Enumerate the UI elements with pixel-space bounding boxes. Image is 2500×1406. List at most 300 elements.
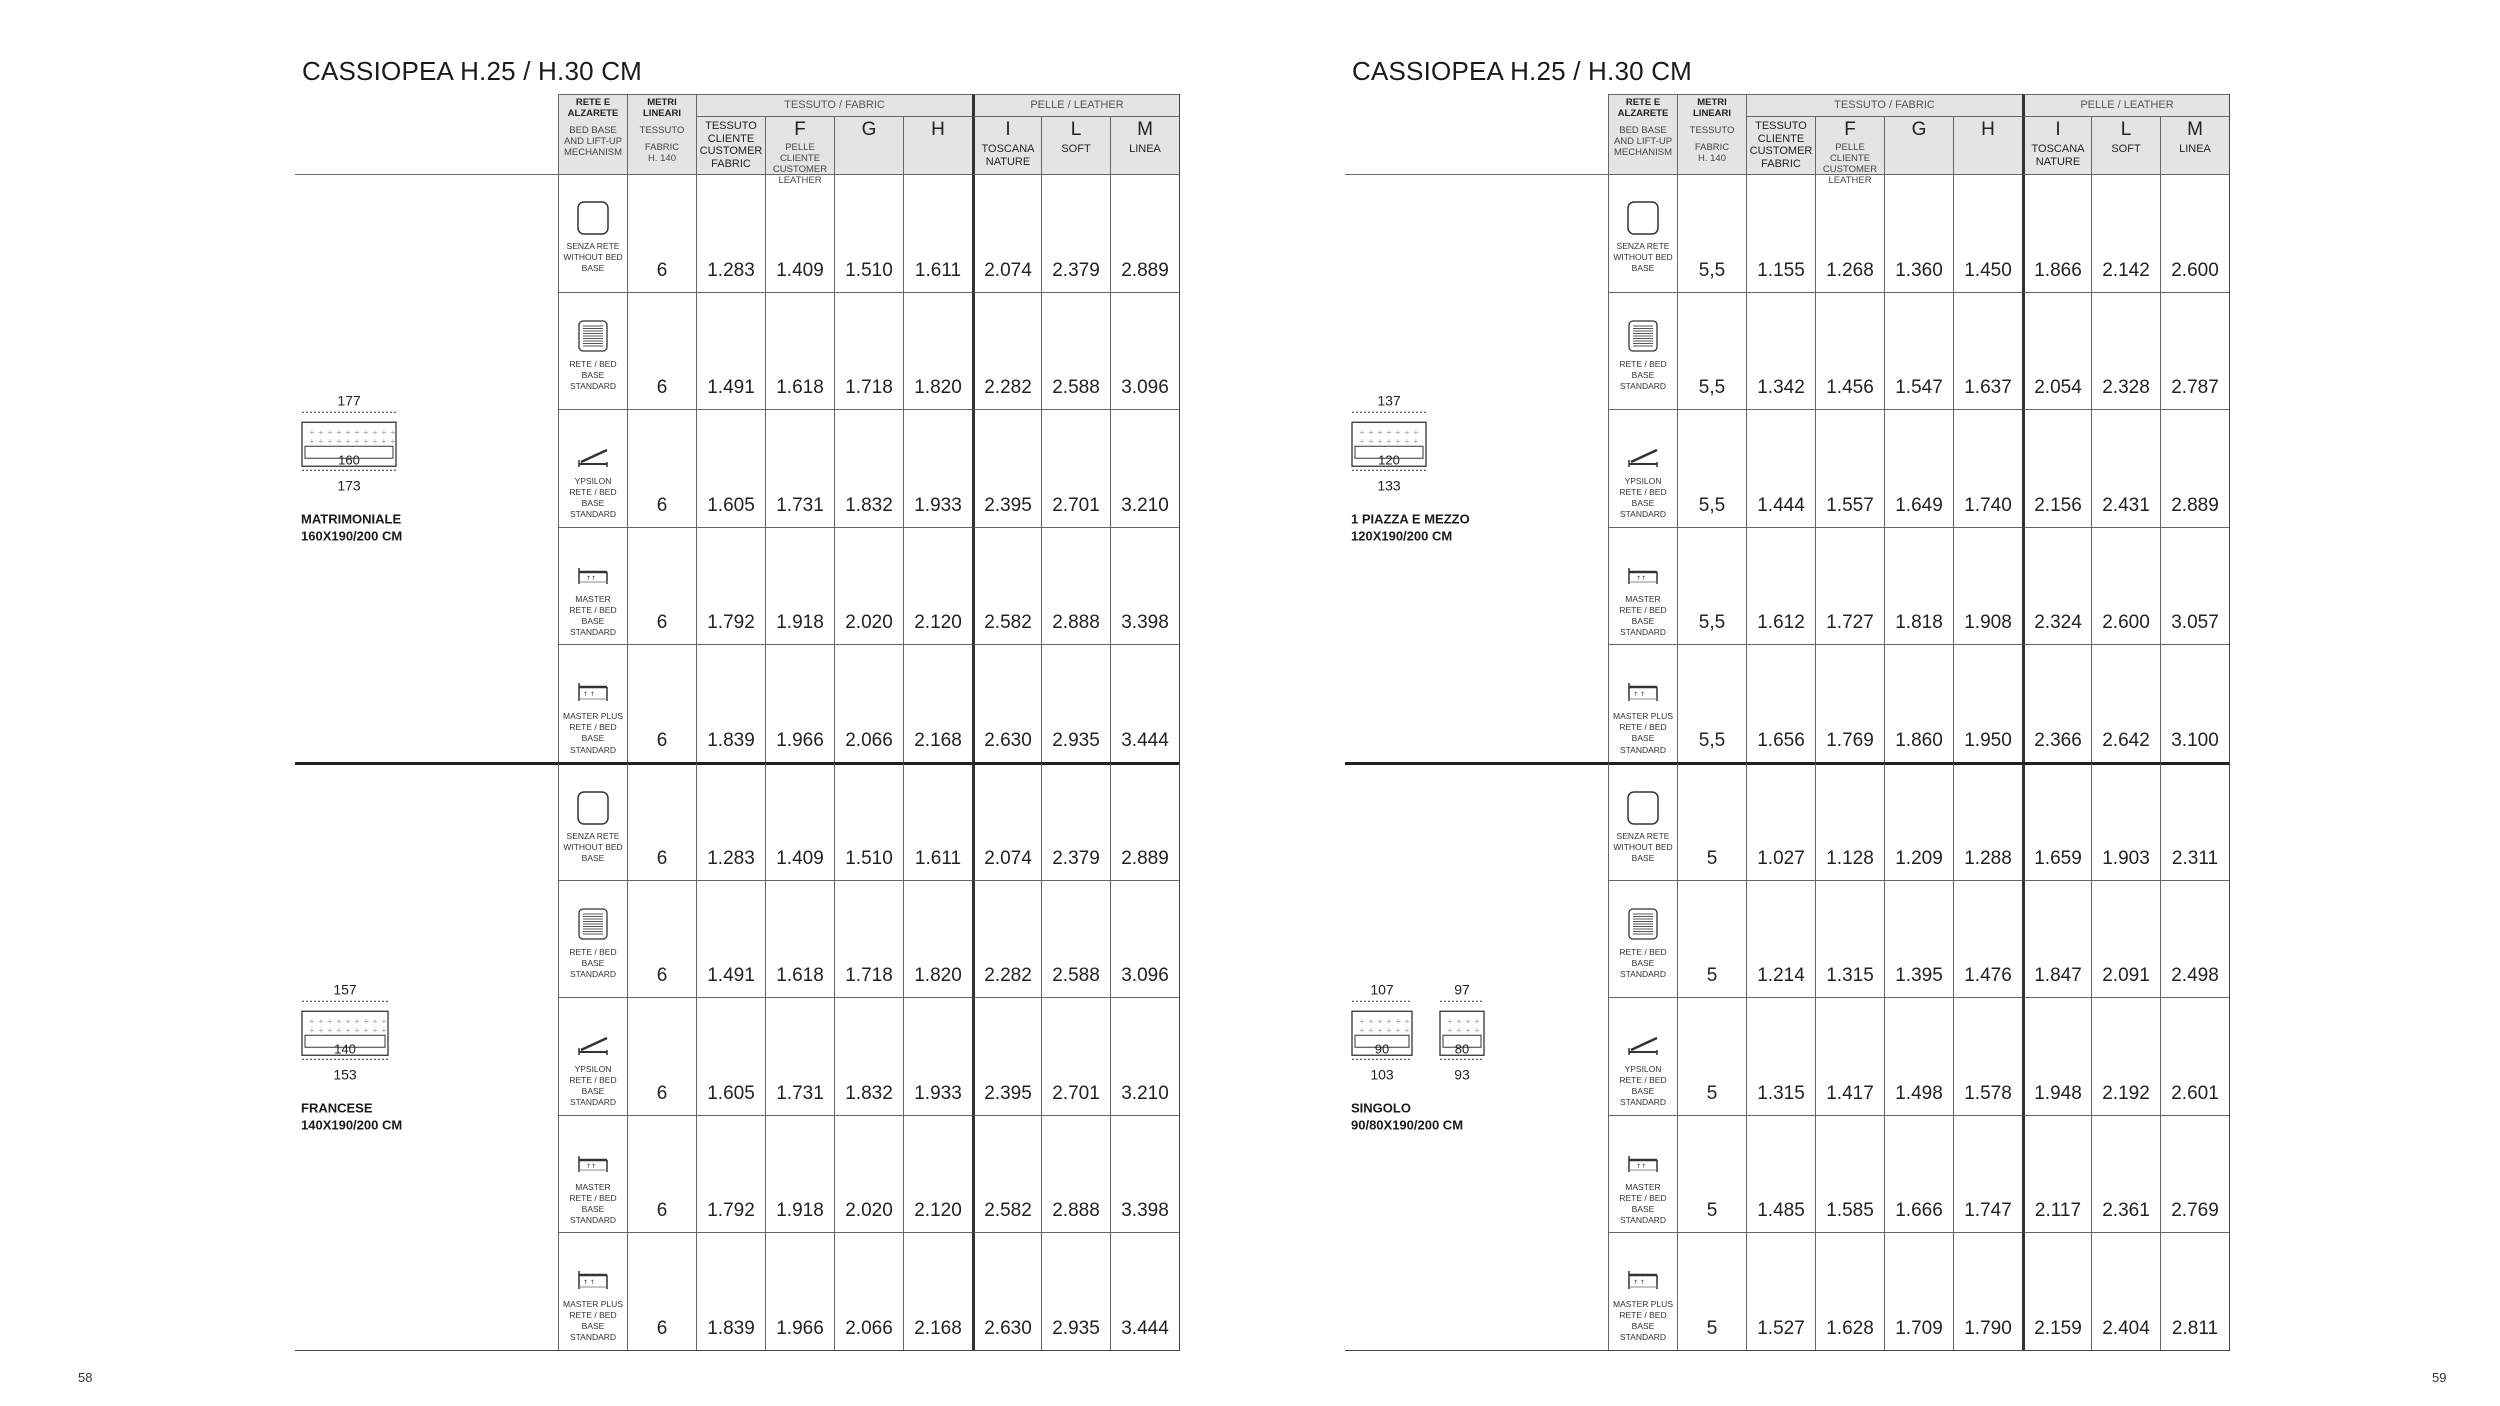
bed-size: 140X190/200 CM xyxy=(301,1116,403,1132)
svg-text:+: + xyxy=(318,437,324,446)
price-value: 1.547 xyxy=(1884,292,1953,410)
svg-text:+: + xyxy=(327,437,333,446)
base-type-label: RETE / BED xyxy=(569,487,617,498)
price-value: 1.585 xyxy=(1815,1115,1884,1233)
header-M-letter: M xyxy=(1137,119,1153,140)
svg-text:+: + xyxy=(1368,1026,1374,1035)
bed-frame-empty-icon xyxy=(1626,195,1660,235)
svg-text:+: + xyxy=(354,1017,360,1026)
header-h140: H. 140 xyxy=(1698,152,1726,164)
price-value: 3.057 xyxy=(2160,527,2229,645)
base-type-cell xyxy=(1608,997,1677,1115)
price-value: 1.832 xyxy=(834,409,903,527)
price-value: 1.498 xyxy=(1884,997,1953,1115)
base-type-label: RETE / BED xyxy=(569,722,617,733)
price-value: 2.192 xyxy=(2091,997,2160,1115)
price-value: 1.818 xyxy=(1884,527,1953,645)
header-customer-leather-line: LEATHER xyxy=(1828,174,1872,186)
price-value: 1.557 xyxy=(1815,409,1884,527)
header-customer-leather-line: PELLE CLIENTE xyxy=(779,141,821,164)
price-value: 2.600 xyxy=(2160,174,2229,292)
bed-name: 1 PIAZZA E MEZZO xyxy=(1351,511,1470,527)
master-lift-icon xyxy=(1626,548,1660,588)
base-type-label: YPSILON xyxy=(574,1064,612,1075)
header-F xyxy=(1815,116,1884,186)
price-value: 3.444 xyxy=(1110,644,1179,762)
price-value: 1.659 xyxy=(2022,762,2091,880)
price-value: 2.582 xyxy=(972,527,1041,645)
price-value: 2.404 xyxy=(2091,1232,2160,1350)
price-value: 2.787 xyxy=(2160,292,2229,410)
base-type-label: RETE / BED xyxy=(1619,487,1667,498)
price-value: 1.315 xyxy=(1746,997,1815,1115)
svg-text:+: + xyxy=(1404,1017,1410,1026)
price-value: 1.839 xyxy=(696,1232,765,1350)
price-value: 1.409 xyxy=(765,762,834,880)
svg-text:+: + xyxy=(327,1017,333,1026)
base-type-cell xyxy=(1608,527,1677,645)
svg-text:+: + xyxy=(1368,437,1374,446)
base-type-cell xyxy=(1608,644,1677,762)
price-value: 2.142 xyxy=(2091,174,2160,292)
base-type-label: RETE / BED xyxy=(569,1310,617,1321)
svg-text:+: + xyxy=(1413,437,1419,446)
svg-text:+: + xyxy=(1395,1026,1401,1035)
header-H xyxy=(903,116,972,174)
price-value: 1.740 xyxy=(1953,409,2022,527)
linear-metres-value: 5 xyxy=(1677,1115,1746,1233)
header-customer-leather-line: PELLE CLIENTE xyxy=(1829,141,1871,164)
svg-text:+: + xyxy=(1456,1017,1462,1026)
linear-metres-value: 6 xyxy=(627,644,696,762)
linear-metres-value: 6 xyxy=(627,1232,696,1350)
header-G-letter: G xyxy=(861,119,877,140)
price-table xyxy=(1345,94,2230,1351)
price-value: 2.074 xyxy=(972,174,1041,292)
price-value: 1.747 xyxy=(1953,1115,2022,1233)
price-value: 2.701 xyxy=(1041,997,1110,1115)
base-type-label: BASE STANDARD xyxy=(1619,1203,1667,1225)
base-type-label: RETE / BED xyxy=(1619,946,1667,957)
base-type-cell xyxy=(558,527,627,645)
linear-metres-value: 5 xyxy=(1677,1232,1746,1350)
header-base-it: RETE E ALZARETE xyxy=(1617,97,1669,119)
base-type-label: WITHOUT BED xyxy=(563,252,623,263)
price-value: 2.889 xyxy=(1110,174,1179,292)
header-G xyxy=(1884,116,1953,174)
header-customer-fabric-line: TESSUTO xyxy=(1755,120,1807,132)
svg-text:+: + xyxy=(318,428,324,437)
price-value: 1.450 xyxy=(1953,174,2022,292)
price-value: 2.701 xyxy=(1041,409,1110,527)
price-value: 2.159 xyxy=(2022,1232,2091,1350)
price-value: 2.324 xyxy=(2022,527,2091,645)
header-H-letter: H xyxy=(1981,119,1995,140)
price-value: 1.933 xyxy=(903,997,972,1115)
base-type-label: WITHOUT BED xyxy=(563,842,623,853)
linear-metres-value: 6 xyxy=(627,292,696,410)
price-value: 1.578 xyxy=(1953,997,2022,1115)
base-type-label: YPSILON xyxy=(1624,1064,1662,1075)
svg-text:+: + xyxy=(372,1026,378,1035)
base-type-label: BASE STANDARD xyxy=(1619,733,1667,755)
header-pelle-group: PELLE / LEATHER xyxy=(2022,94,2229,116)
price-value: 2.020 xyxy=(834,1115,903,1233)
svg-text:+: + xyxy=(381,428,387,437)
svg-text:+: + xyxy=(1359,1017,1365,1026)
bed-name: MATRIMONIALE xyxy=(301,511,402,527)
base-type-label: YPSILON xyxy=(1624,476,1662,487)
base-type-cell xyxy=(558,762,627,880)
base-type-label: BASE STANDARD xyxy=(1619,957,1667,979)
price-value: 2.630 xyxy=(972,644,1041,762)
price-value: 1.288 xyxy=(1953,762,2022,880)
page-title: CASSIOPEA H.25 / H.30 CM xyxy=(1352,56,1693,86)
price-value: 2.282 xyxy=(972,880,1041,998)
ypsilon-lift-icon xyxy=(1626,430,1660,470)
base-type-label: RETE / BED xyxy=(1619,604,1667,615)
svg-text:+: + xyxy=(354,1026,360,1035)
ypsilon-lift-icon xyxy=(576,430,610,470)
price-value: 3.210 xyxy=(1110,409,1179,527)
ypsilon-lift-icon xyxy=(576,1018,610,1058)
svg-text:↑ ↑: ↑ ↑ xyxy=(1633,1279,1645,1287)
header-L xyxy=(2091,116,2160,174)
header-tessuto: TESSUTO xyxy=(639,124,685,136)
svg-text:+: + xyxy=(354,428,360,437)
linear-metres-value: 5,5 xyxy=(1677,174,1746,292)
price-value: 1.128 xyxy=(1815,762,1884,880)
price-value: 1.709 xyxy=(1884,1232,1953,1350)
price-value: 1.444 xyxy=(1746,409,1815,527)
header-I-letter: I xyxy=(2055,119,2061,140)
svg-text:+: + xyxy=(1456,1026,1462,1035)
price-value: 2.379 xyxy=(1041,174,1110,292)
header-metri xyxy=(1677,94,1746,174)
price-value: 3.398 xyxy=(1110,1115,1179,1233)
svg-text:+: + xyxy=(1395,428,1401,437)
price-value: 1.820 xyxy=(903,880,972,998)
header-h140: H. 140 xyxy=(648,152,676,164)
svg-text:+: + xyxy=(1377,1026,1383,1035)
header-G-letter: G xyxy=(1911,119,1927,140)
base-type-cell xyxy=(1608,762,1677,880)
price-value: 1.790 xyxy=(1953,1232,2022,1350)
price-value: 1.155 xyxy=(1746,174,1815,292)
price-value: 2.366 xyxy=(2022,644,2091,762)
price-value: 2.066 xyxy=(834,644,903,762)
svg-text:+: + xyxy=(381,1026,387,1035)
price-value: 1.456 xyxy=(1815,292,1884,410)
header-customer-fabric-line: CLIENTE xyxy=(1757,132,1805,145)
base-type-label: BASE STANDARD xyxy=(569,498,617,520)
base-type-cell xyxy=(1608,880,1677,998)
price-value: 2.395 xyxy=(972,997,1041,1115)
base-type-label: MASTER xyxy=(575,1181,611,1192)
header-toscana: TOSCANA NATURE xyxy=(2031,142,2085,168)
price-value: 1.611 xyxy=(903,762,972,880)
svg-text:+: + xyxy=(1404,428,1410,437)
header-tessuto: TESSUTO xyxy=(1689,124,1735,136)
base-type-label: BASE STANDARD xyxy=(1619,615,1667,637)
bed-drawing xyxy=(301,982,389,1083)
base-type-label: RETE / BED xyxy=(1619,722,1667,733)
base-type-label: RETE / BED xyxy=(569,358,617,369)
linear-metres-value: 5,5 xyxy=(1677,292,1746,410)
bed-drawing xyxy=(1351,982,1413,1083)
svg-text:+: + xyxy=(1386,1017,1392,1026)
base-type-label: RETE / BED xyxy=(569,946,617,957)
base-type-label: SENZA RETE xyxy=(566,830,620,841)
price-value: 2.091 xyxy=(2091,880,2160,998)
header-G xyxy=(834,116,903,174)
price-value: 1.792 xyxy=(696,1115,765,1233)
svg-text:+: + xyxy=(345,1026,351,1035)
price-value: 1.792 xyxy=(696,527,765,645)
base-type-label: BASE xyxy=(581,853,605,864)
price-value: 2.120 xyxy=(903,527,972,645)
price-value: 2.811 xyxy=(2160,1232,2229,1350)
svg-text:+: + xyxy=(1386,1026,1392,1035)
base-type-cell xyxy=(558,1115,627,1233)
header-customer-fabric xyxy=(1746,116,1815,174)
header-soft: SOFT xyxy=(1061,142,1091,155)
bed-frame-empty-icon xyxy=(576,195,610,235)
price-value: 1.656 xyxy=(1746,644,1815,762)
price-value: 3.398 xyxy=(1110,527,1179,645)
svg-text:↑ ↑: ↑ ↑ xyxy=(583,1279,595,1287)
price-table xyxy=(295,94,1180,1351)
base-type-label: RETE / BED xyxy=(1619,1075,1667,1086)
base-type-label: RETE / BED xyxy=(1619,1192,1667,1203)
base-type-label: SENZA RETE xyxy=(1616,241,1670,251)
bed-label xyxy=(301,512,541,545)
header-base xyxy=(558,94,627,174)
svg-text:+: + xyxy=(327,428,333,437)
base-type-cell xyxy=(1608,1232,1677,1350)
bed-name: SINGOLO xyxy=(1351,1100,1411,1116)
base-type-cell xyxy=(1608,174,1677,292)
linear-metres-value: 5,5 xyxy=(1677,409,1746,527)
mattress-width: 140 xyxy=(334,1041,356,1057)
price-value: 1.209 xyxy=(1884,762,1953,880)
bed-name: FRANCESE xyxy=(301,1100,373,1116)
price-value: 1.666 xyxy=(1884,1115,1953,1233)
svg-text:+: + xyxy=(372,1017,378,1026)
base-type-label: BASE STANDARD xyxy=(569,733,617,755)
base-type-label: RETE / BED xyxy=(569,1075,617,1086)
linear-metres-value: 5 xyxy=(1677,762,1746,880)
svg-text:+: + xyxy=(381,437,387,446)
svg-text:+: + xyxy=(1395,437,1401,446)
base-type-label: BASE STANDARD xyxy=(1619,1086,1667,1108)
header-L xyxy=(1041,116,1110,174)
price-value: 1.908 xyxy=(1953,527,2022,645)
bed-drawing xyxy=(1439,982,1485,1083)
header-pelle-group: PELLE / LEATHER xyxy=(972,94,1179,116)
header-L-letter: L xyxy=(1070,119,1082,140)
bed-drawings xyxy=(1351,982,1591,1083)
price-value: 1.918 xyxy=(765,1115,834,1233)
svg-text:+: + xyxy=(1447,1026,1453,1035)
slatted-base-icon xyxy=(1626,313,1660,353)
price-value: 1.491 xyxy=(696,880,765,998)
base-type-label: BASE xyxy=(1631,263,1655,274)
price-value: 3.210 xyxy=(1110,997,1179,1115)
price-value: 1.933 xyxy=(903,409,972,527)
svg-text:+: + xyxy=(363,428,369,437)
linear-metres-value: 6 xyxy=(627,880,696,998)
price-value: 2.168 xyxy=(903,644,972,762)
base-type-label: MASTER PLUS xyxy=(1613,711,1673,722)
svg-text:↑↑: ↑↑ xyxy=(1636,574,1647,582)
header-F-letter: F xyxy=(794,119,806,140)
price-value: 2.889 xyxy=(2160,409,2229,527)
base-type-label: MASTER PLUS xyxy=(563,711,623,722)
price-value: 1.618 xyxy=(765,880,834,998)
price-value: 1.485 xyxy=(1746,1115,1815,1233)
bed-width-top: 107 xyxy=(1370,981,1394,998)
base-type-label: MASTER PLUS xyxy=(1613,1299,1673,1310)
header-toscana: TOSCANA NATURE xyxy=(981,142,1035,168)
header-I xyxy=(972,116,1041,174)
bed-frame-empty-icon xyxy=(576,785,610,825)
svg-text:+: + xyxy=(336,428,342,437)
price-value: 2.889 xyxy=(1110,762,1179,880)
bed-label xyxy=(1351,1101,1591,1134)
header-customer-fabric-line: CUSTOMER xyxy=(1749,145,1813,158)
svg-text:+: + xyxy=(309,428,315,437)
price-value: 2.395 xyxy=(972,409,1041,527)
svg-text:+: + xyxy=(1368,428,1374,437)
price-value: 2.066 xyxy=(834,1232,903,1350)
bed-width-bottom: 133 xyxy=(1377,477,1401,494)
price-value: 2.498 xyxy=(2160,880,2229,998)
bed-type-cell xyxy=(1345,174,1608,762)
base-type-label: BASE STANDARD xyxy=(569,957,617,979)
price-value: 1.605 xyxy=(696,997,765,1115)
svg-text:↑ ↑: ↑ ↑ xyxy=(583,691,595,699)
svg-text:+: + xyxy=(390,428,396,437)
svg-text:+: + xyxy=(1377,428,1383,437)
price-value: 2.431 xyxy=(2091,409,2160,527)
base-type-label: BASE STANDARD xyxy=(1619,1321,1667,1343)
header-customer-fabric xyxy=(696,116,765,174)
price-value: 2.361 xyxy=(2091,1115,2160,1233)
bed-diagram xyxy=(301,982,541,1134)
svg-text:+: + xyxy=(1377,1017,1383,1026)
svg-text:+: + xyxy=(1474,1017,1480,1026)
linear-metres-value: 6 xyxy=(627,1115,696,1233)
svg-text:+: + xyxy=(1404,437,1410,446)
price-value: 2.642 xyxy=(2091,644,2160,762)
header-base-en: BED BASE AND LIFT-UP MECHANISM xyxy=(563,124,623,158)
page-number: 58 xyxy=(78,1370,93,1385)
bed-drawing xyxy=(1351,393,1427,494)
price-value: 1.948 xyxy=(2022,997,2091,1115)
price-value: 1.527 xyxy=(1746,1232,1815,1350)
header-soft: SOFT xyxy=(2111,142,2141,155)
bed-drawings xyxy=(301,393,541,494)
header-base-it: RETE E ALZARETE xyxy=(567,97,619,119)
base-type-label: RETE / BED xyxy=(569,1192,617,1203)
price-value: 1.832 xyxy=(834,997,903,1115)
header-M xyxy=(1110,116,1179,174)
base-type-label: BASE STANDARD xyxy=(1619,369,1667,391)
svg-text:+: + xyxy=(309,437,315,446)
base-type-label: BASE STANDARD xyxy=(1619,498,1667,520)
price-value: 1.718 xyxy=(834,292,903,410)
price-value: 2.582 xyxy=(972,1115,1041,1233)
svg-text:+: + xyxy=(1377,437,1383,446)
header-customer-fabric-line: FABRIC xyxy=(711,157,751,170)
price-value: 1.731 xyxy=(765,997,834,1115)
svg-text:+: + xyxy=(1474,1026,1480,1035)
header-customer-fabric-line: FABRIC xyxy=(1761,157,1801,170)
price-value: 1.409 xyxy=(765,174,834,292)
price-value: 2.379 xyxy=(1041,762,1110,880)
bed-width-top: 137 xyxy=(1377,392,1401,409)
base-type-label: BASE STANDARD xyxy=(569,1321,617,1343)
header-blank xyxy=(295,94,558,174)
bed-width-top: 177 xyxy=(337,392,361,409)
price-value: 1.618 xyxy=(765,292,834,410)
base-type-cell xyxy=(1608,1115,1677,1233)
base-type-cell xyxy=(1608,409,1677,527)
svg-text:+: + xyxy=(1359,428,1365,437)
svg-text:+: + xyxy=(372,428,378,437)
master-plus-lift-icon xyxy=(1626,665,1660,705)
svg-text:+: + xyxy=(345,1017,351,1026)
mattress-width: 90 xyxy=(1374,1041,1390,1057)
base-type-label: WITHOUT BED xyxy=(1613,842,1673,853)
price-value: 2.888 xyxy=(1041,1115,1110,1233)
base-type-cell xyxy=(558,292,627,410)
bed-width-bottom: 153 xyxy=(333,1066,357,1083)
svg-text:+: + xyxy=(1465,1026,1471,1035)
header-I xyxy=(2022,116,2091,174)
price-value: 2.600 xyxy=(2091,527,2160,645)
svg-text:+: + xyxy=(381,1017,387,1026)
header-base-en: BED BASE AND LIFT-UP MECHANISM xyxy=(1613,124,1673,158)
header-H-letter: H xyxy=(931,119,945,140)
master-lift-icon xyxy=(576,548,610,588)
slatted-base-icon xyxy=(1626,901,1660,941)
bed-diagram xyxy=(301,393,541,545)
svg-text:+: + xyxy=(1447,1017,1453,1026)
base-type-label: BASE xyxy=(581,263,605,274)
bed-label xyxy=(301,1101,541,1134)
bed-label xyxy=(1351,512,1591,545)
svg-text:+: + xyxy=(1359,1026,1365,1035)
bed-size: 90/80X190/200 CM xyxy=(1351,1116,1464,1132)
bed-size: 120X190/200 CM xyxy=(1351,527,1453,543)
bed-drawing xyxy=(301,393,397,494)
base-type-label: SENZA RETE xyxy=(566,241,620,251)
base-type-label: MASTER PLUS xyxy=(563,1299,623,1310)
price-value: 1.966 xyxy=(765,1232,834,1350)
price-value: 2.168 xyxy=(903,1232,972,1350)
svg-text:+: + xyxy=(318,1026,324,1035)
base-type-label: MASTER xyxy=(1625,593,1661,604)
price-value: 1.731 xyxy=(765,409,834,527)
header-customer-fabric-line: CLIENTE xyxy=(707,132,755,145)
price-value: 1.283 xyxy=(696,762,765,880)
header-H xyxy=(1953,116,2022,174)
bed-diagram xyxy=(1351,982,1591,1134)
price-value: 2.935 xyxy=(1041,644,1110,762)
svg-text:+: + xyxy=(363,437,369,446)
